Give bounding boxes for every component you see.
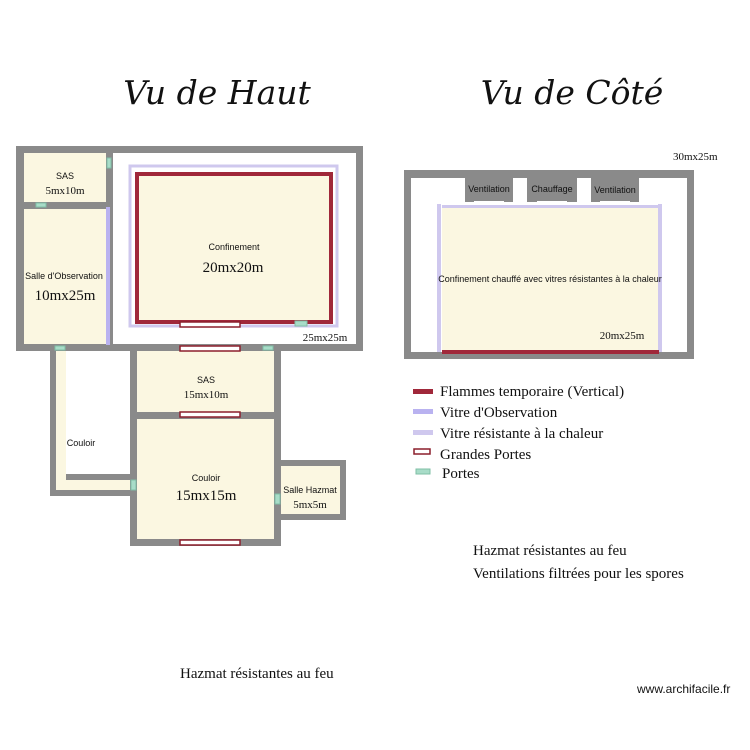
- side-flame-floor: [442, 350, 659, 354]
- observation-glass-line-icon: [413, 409, 433, 414]
- side-view-plan: [404, 151, 718, 359]
- big-door: [180, 540, 240, 545]
- sas-top-name: SAS: [55, 171, 75, 181]
- vent-left-opening: [474, 201, 504, 205]
- title-top-view: Vu de Haut: [123, 73, 311, 112]
- sas-middle-size: 15mx10m: [183, 389, 229, 401]
- corridor-main-size: 15mx15m: [175, 488, 237, 504]
- legend-label: Portes: [442, 466, 480, 482]
- title-side-view: Vu de Côté: [480, 73, 664, 112]
- observation-glass: [106, 207, 110, 345]
- corridor-left-floor-v: [56, 351, 66, 490]
- door: [55, 346, 65, 350]
- legend-label: Grandes Portes: [440, 447, 532, 463]
- corridor-left-inner: [66, 351, 131, 474]
- side-confinement-text: Confinement chauffé avec vitres résistantes à la chaleur: [438, 274, 662, 284]
- sas-top-size: 5mx10m: [45, 185, 85, 197]
- legend-label: Vitre d'Observation: [440, 405, 558, 421]
- door: [275, 494, 280, 504]
- flame-line-icon: [413, 389, 433, 394]
- legend-label: Vitre résistante à la chaleur: [440, 426, 604, 442]
- legend: [413, 384, 624, 482]
- vent-left-label: Ventilation: [468, 184, 510, 194]
- corridor-main-name: Couloir: [191, 473, 221, 483]
- heat-glass-line-icon: [413, 430, 433, 435]
- confinement-size: 20mx20m: [202, 260, 264, 276]
- door: [131, 480, 136, 490]
- hazmat-size: 5mx5m: [293, 499, 327, 511]
- corridor-left-floor-h: [56, 480, 131, 490]
- sas-middle-name: SAS: [196, 375, 216, 385]
- side-heat-glass-top: [442, 205, 659, 208]
- observation-name: Salle d'Observation: [25, 271, 103, 281]
- side-size-top: 30mx25m: [673, 151, 718, 163]
- door-symbol-icon: [416, 469, 430, 474]
- confinement-name: Confinement: [208, 242, 260, 252]
- heating-opening: [537, 201, 567, 205]
- heating-label: Chauffage: [531, 184, 573, 194]
- door: [107, 158, 111, 168]
- side-size-inner: 20mx25m: [599, 330, 645, 342]
- note-right-1: Hazmat résistantes au feu: [473, 543, 627, 559]
- big-door: [180, 346, 240, 351]
- big-door-symbol-icon: [414, 449, 430, 454]
- legend-label: Flammes temporaire (Vertical): [440, 384, 625, 400]
- enclosure-size: 25mx25m: [302, 332, 348, 344]
- door: [36, 203, 46, 207]
- vent-right-opening: [600, 201, 630, 205]
- top-view-plan: [16, 146, 363, 546]
- big-door: [180, 412, 240, 417]
- hazmat-name: Salle Hazmat: [283, 485, 337, 495]
- observation-size: 10mx25m: [34, 288, 96, 304]
- watermark: www.archifacile.fr: [637, 682, 731, 696]
- vent-right-label: Ventilation: [594, 185, 636, 195]
- door: [263, 346, 273, 350]
- note-right-2: Ventilations filtrées pour les spores: [473, 566, 684, 582]
- corridor-left-name: Couloir: [66, 438, 96, 448]
- door: [295, 321, 307, 326]
- big-door: [180, 322, 240, 327]
- note-bottom: Hazmat résistantes au feu: [180, 666, 334, 682]
